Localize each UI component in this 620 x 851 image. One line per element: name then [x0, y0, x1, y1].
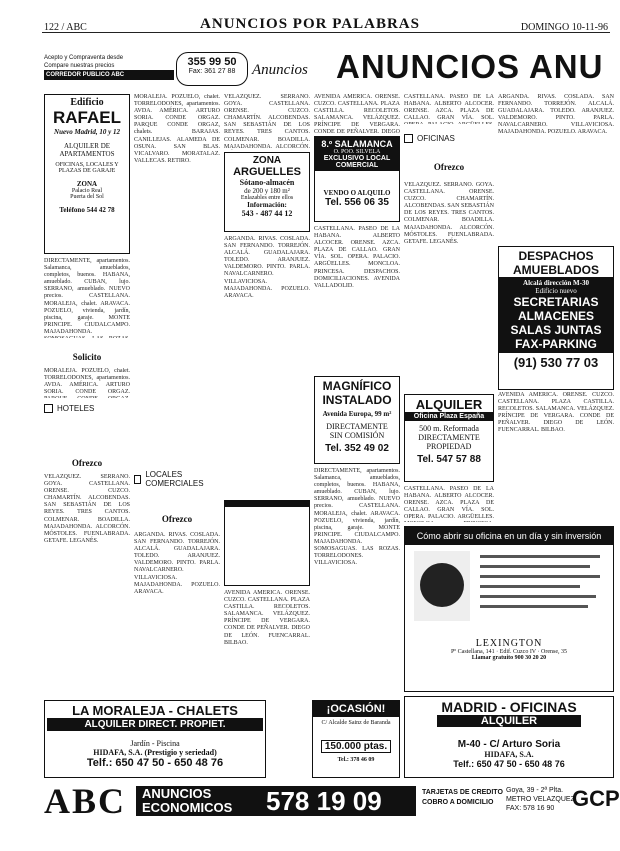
ad-rafael-line-1: Edificio — [70, 97, 104, 108]
col1-text-c: VELÁZQUEZ. SERRANO. GOYA. CASTELLANA. ORENSE. CUZCO. CHAMARTÍN. ALCOBENDAS. SAN SEBASTIÁN DE LOS REYES. TRES CANTOS. COLMENAR. BOADILLA. MAJADAHONDA. ALCORCÓN. MÓSTOLES. FUENLABRADA. GETAFE. LEGANÉS. — [44, 474, 130, 544]
top-banner — [44, 48, 614, 90]
section-oficinas-label: OFICINAS — [417, 134, 455, 143]
section-marker-icon — [44, 404, 53, 413]
ad-despachos-line-1: DESPACHOS — [518, 249, 594, 263]
ad-alquiler-plaza-line-1: ALQUILER — [415, 397, 483, 412]
ad-salamanca — [314, 136, 400, 222]
col3-text-b: ARGANDA. RIVAS. COSLADA. SAN FERNANDO. TORREJÓN. ALCALÁ. GUADALAJARA. TOLEDO. ARANJUEZ. VALDEMORO. PINTO. PARLA. NAVALCARNERO. VILLAVICIOSA. MAJADAHONDA. POZUELO. ARAVACA. — [224, 236, 310, 299]
footer-fax: FAX: 578 16 90 — [506, 805, 555, 812]
col6-text-b: AVENIDA AMÉRICA. ORENSE. CUZCO. CASTELLANA. PLAZA CASTILLA. RECOLETOS. SALAMANCA. VELÁZQUEZ. PRÍNCIPE DE VERGARA. CONDE DE PEÑALVER. DIEGO DE LEÓN. FUENCARRAL. BILBAO. — [498, 392, 614, 434]
section-solicito: Solicito — [72, 352, 102, 362]
ad-magnifico-line-1: MAGNÍFICO — [322, 379, 392, 393]
banner-phone-box — [176, 52, 248, 86]
banner-info — [44, 54, 174, 88]
section-ofrezco-3: Ofrezco — [433, 162, 465, 172]
section-oficinas — [404, 134, 455, 143]
ad-madrid-oficinas-line-4: HIDAFA, S.A. — [484, 750, 534, 759]
ad-despachos — [498, 246, 614, 390]
footer-banner — [44, 781, 620, 821]
ad-rafael-phone: Teléfono 544 42 78 — [59, 206, 115, 214]
col2-text-a: MORALEJA. POZUELO, chalet. TORRELODONES, apartamentos. AVDA. AMÉRICA. ARTURO SORIA. CONDE ORGAZ. PARQUE CONDE ORGAZ, chalets. BARAJAS. CANILLEJAS. ALAMEDA DE OSUNA. SAN BLAS. VICALVARO. MORATALAZ. VALLECAS. RETIRO. — [134, 94, 220, 164]
ad-despachos-line-8: FAX-PARKING — [515, 337, 597, 351]
ad-arguelles — [224, 152, 310, 232]
section-locales — [134, 470, 220, 488]
ad-madrid-oficinas-line-1: MADRID - OFICINAS — [441, 699, 577, 715]
ad-minimaves-line-2 — [225, 505, 309, 507]
lexington-illustration — [406, 545, 612, 633]
section-locales-label: LOCALES COMERCIALES — [145, 470, 204, 488]
ad-lexington-headline: Cómo abrir su oficina en un día y sin inversión — [405, 527, 613, 545]
ad-salamanca-line-1: 8.º SALAMANCA — [315, 137, 399, 149]
ad-minimaves — [224, 500, 310, 586]
footer-tarjetas — [422, 788, 503, 808]
footer-line-1: ANUNCIOS — [142, 786, 212, 801]
ad-rafael-name: RAFAEL — [53, 108, 121, 127]
ad-alquiler-plaza-phone: Tel. 547 57 88 — [417, 454, 481, 465]
ad-magnifico-phone: Tel. 352 49 02 — [325, 443, 389, 454]
ad-madrid-oficinas-phone: Telf.: 650 47 50 - 650 48 76 — [453, 759, 565, 769]
ad-despachos-line-7: SALAS JUNTAS — [510, 323, 602, 337]
col6-text-a: ARGANDA. RIVAS. COSLADA. SAN FERNANDO. TORREJÓN. ALCALÁ. GUADALAJARA. TOLEDO. ARANJUEZ. VALDEMORO. PINTO. PARLA. NAVALCARNERO. VILLAVICIOSA. MAJADAHONDA. POZUELO. ARAVACA. — [498, 94, 614, 136]
col3-text-c: AVENIDA AMÉRICA. ORENSE. CUZCO. CASTELLANA. PLAZA CASTILLA. RECOLETOS. SALAMANCA. VELÁZQUEZ. PRÍNCIPE DE VERGARA. CONDE DE PEÑALVER. DIEGO DE LEÓN. FUENCARRAL. BILBAO. — [224, 590, 310, 646]
col3-text-a: VELÁZQUEZ. SERRANO. GOYA. CASTELLANA. ORENSE. CUZCO. CHAMARTÍN. ALCOBENDAS. SAN SEBASTIÁN DE LOS REYES. TRES CANTOS. COLMENAR. BOADILLA. MAJADAHONDA. ALCORCÓN. — [224, 94, 310, 150]
ad-salamanca-line-5: VENDO O ALQUILO — [323, 189, 391, 197]
col2-text-b: ARGANDA. RIVAS. COSLADA. SAN FERNANDO. TORREJÓN. ALCALÁ. GUADALAJARA. TOLEDO. ARANJUEZ. VALDEMORO. PINTO. PARLA. NAVALCARNERO. VILLAVICIOSA. MAJADAHONDA. POZUELO. ARAVACA. — [134, 532, 220, 595]
ad-madrid-oficinas-line-3: M-40 - C/ Arturo Soria — [457, 739, 561, 750]
ad-despachos-line-4: Edificio nuevo — [535, 287, 577, 295]
ad-madrid-oficinas-line-2: ALQUILER — [437, 715, 581, 727]
ad-magnifico — [314, 376, 400, 464]
ad-rafael-line-5: APARTAMENTOS — [59, 150, 115, 158]
col5-text-b: VELÁZQUEZ. SERRANO. GOYA. CASTELLANA. ORENSE. CUZCO. CHAMARTÍN. ALCOBENDAS. SAN SEBASTIÁN DE LOS REYES. TRES CANTOS. COLMENAR. BOADILLA. MAJADAHONDA. ALCORCÓN. MÓSTOLES. FUENLABRADA. GETAFE. LEGANÉS. — [404, 182, 494, 245]
ad-despachos-line-3: Alcalá dirección M-30 — [523, 279, 589, 287]
footer-abc-logo: ABC — [44, 781, 127, 821]
ad-lexington-name: LEXINGTON — [475, 638, 543, 649]
ad-rafael-line-8: Palacio Real — [71, 188, 103, 194]
ad-ocasion-price: 150.000 ptas. — [321, 740, 391, 753]
ad-alquiler-plaza — [404, 394, 494, 482]
ad-magnifico-line-4: DIRECTAMENTE — [326, 422, 388, 431]
footer-address-1: Goya, 39 - 2ª Plta. — [506, 787, 564, 794]
footer-line-2: ECONOMICOS — [142, 800, 233, 815]
ad-arguelles-line-1: ZONA — [252, 155, 282, 166]
ad-arguelles-line-2: ARGUELLES — [233, 166, 301, 178]
ad-moraleja-line-1: LA MORALEJA - CHALETS — [72, 703, 238, 718]
section-marker-icon — [404, 134, 413, 143]
page-number: 122 / ABC — [44, 22, 87, 33]
banner-phone: 355 99 50 — [187, 56, 237, 68]
ad-moraleja-line-4: HIDAFA, S.A. (Prestigio y seriedad) — [93, 748, 217, 757]
ad-alquiler-plaza-line-2: Oficina Plaza España — [405, 412, 493, 421]
banner-big-word: ANUNCIOS ANU — [336, 48, 604, 85]
ad-salamanca-line-4: COMERCIAL — [315, 162, 399, 171]
ad-ocasion-phone: Tel.: 378 46 09 — [337, 757, 375, 763]
ad-magnifico-line-2: INSTALADO — [322, 393, 392, 407]
ad-arguelles-phone: 543 - 487 44 12 — [241, 209, 293, 218]
col1-text-b: MORALEJA. POZUELO, chalet. TORRELODONES, apartamentos. AVDA. AMÉRICA. ARTURO SORIA. CONDE ORGAZ. — [44, 368, 130, 396]
banner-small-word: Anuncios — [252, 62, 308, 78]
section-ofrezco-1: Ofrezco — [71, 458, 103, 468]
section-marker-icon — [134, 475, 141, 484]
footer-gcp-logo: GCP — [572, 786, 620, 811]
section-hoteles — [44, 404, 94, 413]
ad-magnifico-line-5: SIN COMISIÓN — [329, 431, 385, 440]
footer-tarjetas-1: TARJETAS DE CREDITO — [422, 789, 503, 796]
ad-alquiler-plaza-line-5: PROPIEDAD — [426, 442, 472, 451]
ad-lexington-phone: Llamar gratuito 900 30 20 20 — [471, 655, 547, 661]
page-title: ANUNCIOS POR PALABRAS — [200, 16, 420, 32]
ad-salamanca-line-2: O. POO. SILVELA — [315, 149, 399, 155]
ad-moraleja-line-2: ALQUILER DIRECT. PROPIET. — [47, 718, 263, 731]
ad-arguelles-line-4: de 200 y 180 m² — [244, 187, 290, 195]
page-date: DOMINGO 10-11-96 — [520, 22, 608, 33]
banner-line-1: Acepto y Compraventa desde — [44, 55, 124, 61]
ad-despachos-line-2: AMUEBLADOS — [513, 263, 599, 277]
header-rule — [42, 32, 610, 33]
col5-text-c: CASTELLANA. PASEO DE LA HABANA. ALBERTO ALCOCER. ORENSE. AZCA. PLAZA DE CALLAO. GRAN VÍA. SOL. OPERA. PALACIO. ARGÜELLES. — [404, 486, 494, 521]
ad-despachos-line-6: ALMACENES — [517, 309, 594, 323]
ad-rafael-line-4: ALQUILER DE — [63, 142, 111, 150]
section-hoteles-label: HOTELES — [57, 404, 95, 413]
ad-lexington — [404, 526, 614, 692]
ad-rafael — [44, 94, 130, 254]
footer-tarjetas-2: COBRO A DOMICILIO — [422, 799, 494, 806]
ad-alquiler-plaza-line-3: 500 m. Reformada — [419, 424, 479, 433]
footer-dark-strip — [136, 786, 416, 816]
ad-lexington-address: Pº Castellana, 141 · Edif. Cuzco IV · Orense, 35 — [450, 649, 568, 655]
lexington-figure — [420, 563, 464, 607]
ad-moraleja — [44, 700, 266, 778]
ad-moraleja-phone: Telf.: 650 47 50 - 650 48 76 — [86, 757, 224, 769]
ad-ocasion-line-2: C/ Alcalde Sainz de Baranda — [321, 720, 391, 726]
ad-magnifico-line-3: Avenida Europa, 99 m² — [322, 410, 392, 418]
ad-rafael-zone: ZONA — [76, 180, 98, 188]
ad-madrid-oficinas — [404, 696, 614, 778]
ad-despachos-phone: (91) 530 77 03 — [513, 355, 599, 370]
section-ofrezco-2: Ofrezco — [161, 514, 193, 524]
ad-rafael-line-6: OFICINAS, LOCALES Y PLAZAS DE GARAJE — [55, 162, 119, 174]
col4-text-b: CASTELLANA. PASEO DE LA HABANA. ALBERTO ALCOCER. ORENSE. AZCA. PLAZA DE CALLAO. GRAN VÍA. SOL. OPERA. PALACIO. ARGÜELLES. MONCLOA. PRINCESA. DESPACHOS. DOMICILIACIONES. AVENIDA VALLADOLID. — [314, 226, 400, 289]
ad-rafael-line-9: Puerta del Sol — [70, 194, 104, 200]
ad-ocasion-line-1: ¡OCASIÓN! — [313, 701, 399, 717]
banner-line-2: Compare nuestras precios — [44, 63, 115, 69]
col4-text-a: AVENIDA AMÉRICA. ORENSE. CUZCO. CASTELLANA. PLAZA CASTILLA. RECOLETOS. SALAMANCA. VELÁZQUEZ. PRÍNCIPE DE VERGARA. CONDE DE PEÑALVER. DIEGO — [314, 94, 400, 134]
col1-text-a: DIRECTAMENTE, apartamentos. Salamanca, amueblados, completos, buenos. HABANA, amueblado. CUBAN, lujo. SERRANO, amueblado. NUEVO precios. CASTELLANA. MORALEJA, chalet. ARAVACA. POZUELO, vivienda, jardín, piscina, garaje. MONTE PRINCIPE. CIUDALCAMPO. MAJADAHONDA. — [44, 258, 130, 335]
ad-rafael-address: Nuevo Madrid, 10 y 12 — [54, 128, 120, 136]
footer-address — [506, 786, 575, 813]
col4-text-c: DIRECTAMENTE, apartamentos. Salamanca, amueblados, completos, buenos. HABANA, amueblado. CUBAN, lujo. SERRANO, amueblado. NUEVO precios. CASTELLANA. MORALEJA, chalet. ARAVACA. POZUELO, vivienda, jardín, piscina, garaje. MONTE PRINCIPE. CIUDALCAMPO. MAJADAHONDA. SOMOSAGUAS. LAS ROZAS. TORRELODONES. VILLAVICIOSA. — [314, 468, 400, 567]
banner-line-3: CORREDOR PUBLICO ABC — [44, 70, 174, 80]
col5-text-a: CASTELLANA. PASEO DE LA HABANA. ALBERTO ALCOCER. ORENSE. AZCA. PLAZA DE CALLAO. GRAN VÍA. SOL. — [404, 94, 494, 122]
ad-moraleja-line-3: Jardín - Piscina — [130, 739, 180, 748]
ad-arguelles-line-3: Sótano-almacén — [239, 178, 295, 187]
banner-fax: Fax: 361 27 88 — [188, 68, 236, 75]
ad-arguelles-line-5: Enlazables entre ellos — [240, 195, 294, 201]
ad-arguelles-line-6: Información: — [247, 201, 287, 209]
footer-address-2: METRO VELAZQUEZ — [506, 796, 575, 803]
ad-despachos-line-5: SECRETARIAS — [513, 295, 599, 309]
lexington-bullets — [480, 555, 600, 608]
ad-salamanca-line-3: EXCLUSIVO LOCAL — [315, 155, 399, 162]
ad-ocasion — [312, 700, 400, 778]
footer-phone: 578 19 09 — [266, 786, 382, 816]
ad-salamanca-phone: Tel. 556 06 35 — [325, 197, 389, 208]
ad-alquiler-plaza-line-4: DIRECTAMENTE — [418, 433, 480, 442]
